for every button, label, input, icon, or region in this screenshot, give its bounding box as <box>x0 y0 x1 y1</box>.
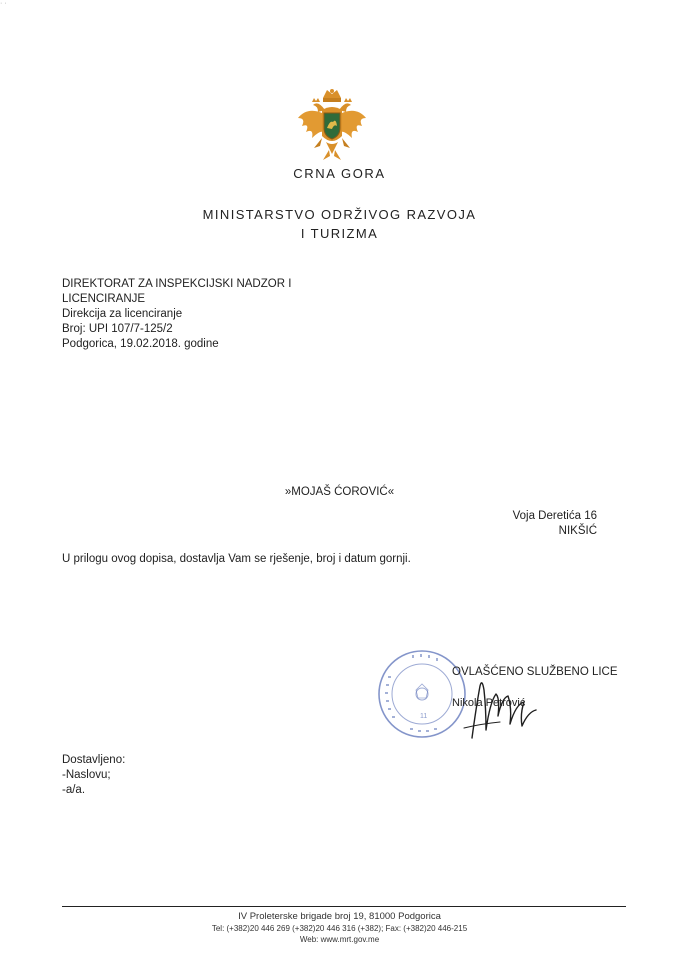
ministry-name-line1: MINISTARSTVO ODRŽIVOG RAZVOJA <box>202 207 477 222</box>
recipient-name: »MOJAŠ ĆOROVIĆ« <box>284 486 395 498</box>
recipient-street: Voja Deretića 16 <box>512 510 597 522</box>
ministry-name <box>0 205 679 243</box>
sender-block <box>62 277 362 352</box>
footer-divider <box>62 906 626 907</box>
footer <box>0 911 679 945</box>
official-title: OVLAŠĆENO SLUŽBENO LICE <box>452 666 618 678</box>
delivered-item: -Naslovu; <box>62 769 111 781</box>
sender-directorate-cont: LICENCIRANJE <box>62 293 146 305</box>
footer-website: Web: www.mrt.gov.me <box>299 935 380 944</box>
handwritten-signature-icon <box>450 668 540 748</box>
footer-address: IV Proleterske brigade broj 19, 81000 Podgorica <box>238 911 441 922</box>
document-number: Broj: UPI 107/7-125/2 <box>62 323 173 335</box>
ministry-name-line2: I TURIZMA <box>300 226 379 241</box>
recipient-address <box>513 509 597 539</box>
footer-phones: Tel: (+382)20 446 269 (+382)20 446 316 (+382); Fax: (+382)20 446-215 <box>211 924 468 933</box>
delivered-item: -a/a. <box>62 784 86 796</box>
delivered-heading: Dostavljeno: <box>62 754 126 766</box>
recipient-city: NIKŠIĆ <box>558 525 597 537</box>
stamp-number: 11 <box>420 713 428 720</box>
sender-department: Direkcija za licenciranje <box>62 308 183 320</box>
country-name: CRNA GORA <box>293 166 386 181</box>
letter-body: U prilogu ovog dopisa, dostavlja Vam se rješenje, broj i datum gornji. <box>62 553 411 565</box>
coat-of-arms-icon <box>296 88 368 164</box>
delivered-to-block <box>62 753 125 798</box>
sender-directorate: DIREKTORAT ZA INSPEKCIJSKI NADZOR I <box>62 278 292 290</box>
document-date: Podgorica, 19.02.2018. godine <box>62 338 219 350</box>
scan-mark: · · <box>0 0 7 7</box>
official-name: Nikola Petrović <box>452 697 526 709</box>
